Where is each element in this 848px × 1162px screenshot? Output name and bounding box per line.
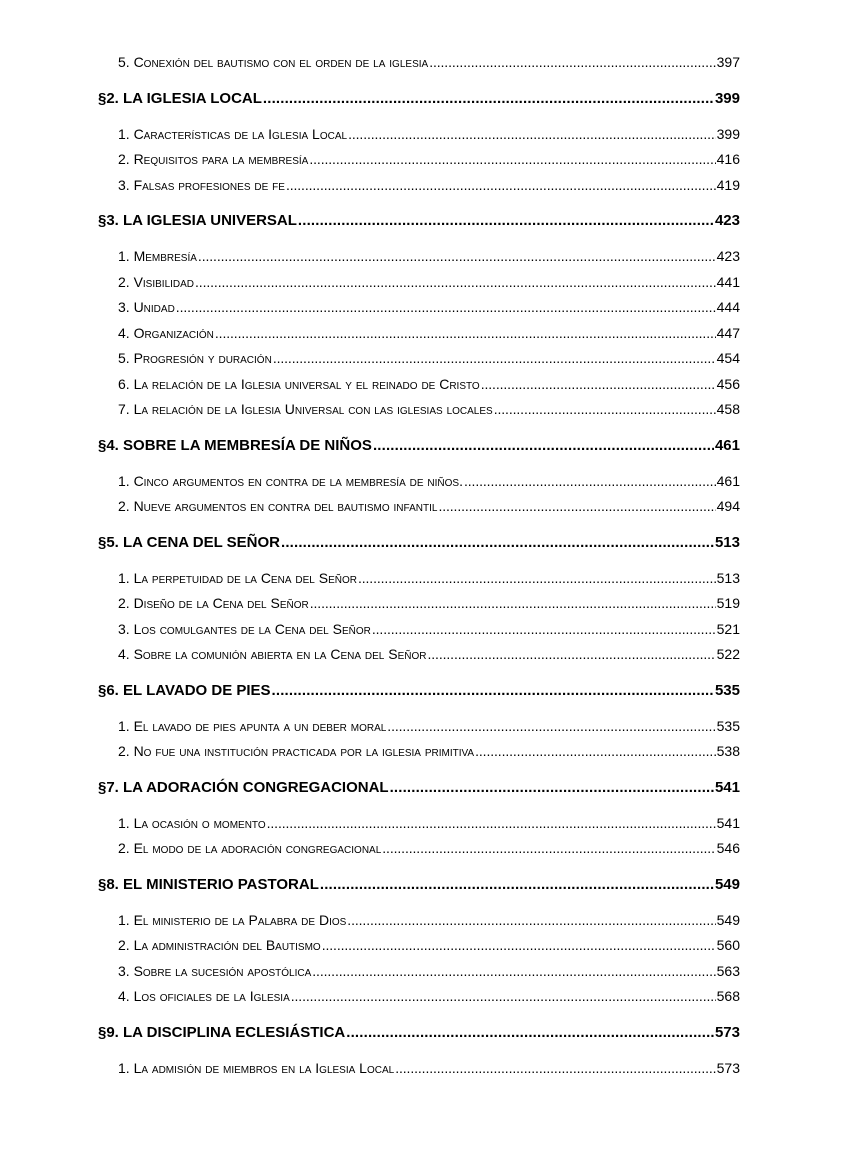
dot-leader — [494, 397, 716, 423]
toc-entry-page: 441 — [716, 273, 740, 290]
toc-subsection-entry[interactable] — [98, 959, 740, 985]
toc-entry-page: 454 — [716, 350, 740, 366]
toc-subsection-entry[interactable] — [98, 397, 740, 423]
toc-entry-title: 1. El ministerio de la Palabra de Dios — [118, 911, 347, 928]
toc-entry-page: 568 — [716, 988, 740, 1004]
toc-entry-title: §8. EL MINISTERIO PASTORAL — [98, 875, 319, 893]
toc-entry-title: 3. Unidad — [118, 299, 175, 315]
toc-subsection-entry[interactable] — [98, 933, 740, 959]
toc-subsection-entry[interactable] — [98, 244, 740, 270]
toc-section-entry[interactable] — [98, 775, 740, 801]
toc-section-entry[interactable] — [98, 1020, 740, 1046]
toc-entry-title: 4. Los oficiales de la Iglesia — [118, 988, 290, 1004]
toc-entry-page: 416 — [716, 151, 740, 167]
toc-entry-title: 4. Organización — [118, 324, 214, 341]
toc-entry-page: 546 — [716, 840, 740, 856]
dot-leader — [267, 811, 716, 837]
toc-entry-title: 1. Cinco argumentos en contra de la membresía de niños. — [118, 472, 463, 489]
toc-section-entry[interactable] — [98, 433, 740, 459]
toc-entry-page: 563 — [716, 962, 740, 979]
toc-entry-page: 573 — [714, 1023, 740, 1041]
toc-entry-page: 423 — [714, 212, 740, 229]
toc-entry-page: 573 — [716, 1059, 740, 1076]
toc-entry-title: 4. Sobre la comunión abierta en la Cena del Señor — [118, 646, 427, 662]
toc-entry-title: §5. LA CENA DEL SEÑOR — [98, 533, 280, 551]
toc-subsection-entry[interactable] — [98, 836, 740, 862]
toc-entry-page: 541 — [716, 814, 740, 831]
dot-leader — [263, 86, 714, 112]
toc-entry-title: §7. LA ADORACIÓN CONGREGACIONAL — [98, 778, 389, 796]
toc-entry-title: 6. La relación de la Iglesia universal y el reinado de Cristo — [118, 375, 480, 392]
dot-leader — [481, 372, 716, 398]
toc-subsection-entry[interactable] — [98, 50, 740, 76]
toc-entry-title: 2. La administración del Bautismo — [118, 937, 321, 953]
toc-entry-page: 541 — [714, 778, 740, 796]
dot-leader — [272, 678, 714, 704]
toc-entry-page: 549 — [716, 911, 740, 928]
toc-entry-title: §4. SOBRE LA MEMBRESÍA DE NIÑOS — [98, 436, 372, 454]
dot-leader — [322, 933, 716, 959]
dot-leader — [215, 321, 716, 347]
toc-entry-page: 419 — [716, 176, 740, 193]
toc-entry-title: 1. Características de la Iglesia Local — [118, 125, 348, 142]
dot-leader — [309, 147, 715, 173]
toc-entry-page: 399 — [714, 89, 740, 107]
dot-leader — [390, 775, 714, 801]
dot-leader — [346, 1020, 714, 1046]
toc-entry-title: §2. LA IGLESIA LOCAL — [98, 89, 262, 107]
toc-entry-page: 535 — [714, 681, 740, 699]
toc-subsection-entry[interactable] — [98, 566, 740, 592]
toc-entry-title: 7. La relación de la Iglesia Universal con las iglesias locales — [118, 401, 493, 417]
toc-entry-title: 1. Membresía — [118, 248, 197, 264]
dot-leader — [373, 433, 714, 459]
toc-entry-page: 538 — [716, 743, 740, 759]
toc-entry-title: 2. Nueve argumentos en contra del bautismo infantil — [118, 498, 438, 514]
toc-subsection-entry[interactable] — [98, 1056, 740, 1082]
dot-leader — [429, 50, 715, 76]
toc-entry-page: 399 — [716, 125, 740, 142]
toc-entry-title: 5. Progresión y duración — [118, 350, 272, 366]
dot-leader — [273, 346, 716, 372]
toc-entry-page: 423 — [716, 248, 740, 264]
toc-subsection-entry[interactable] — [98, 270, 740, 296]
toc-entry-title: §3. LA IGLESIA UNIVERSAL — [98, 212, 297, 229]
dot-leader — [310, 591, 716, 617]
toc-entry-title: §6. EL LAVADO DE PIES — [98, 681, 271, 699]
toc-entry-title: 2. Requisitos para la membresía — [118, 151, 309, 167]
dot-leader — [320, 872, 714, 898]
toc-entry-title: 2. No fue una institución practicada por la iglesia primitiva — [118, 743, 475, 759]
toc-subsection-entry[interactable] — [98, 642, 740, 668]
toc-entry-title: 3. Sobre la sucesión apostólica — [118, 962, 312, 979]
toc-subsection-entry[interactable] — [98, 147, 740, 173]
toc-subsection-entry[interactable] — [98, 984, 740, 1010]
toc-subsection-entry[interactable] — [98, 591, 740, 617]
dot-leader — [312, 959, 715, 985]
toc-entry-page: 522 — [716, 646, 740, 662]
toc-section-entry[interactable] — [98, 872, 740, 898]
toc-entry-page: 560 — [716, 937, 740, 953]
toc-subsection-entry[interactable] — [98, 908, 740, 934]
toc-entry-title: 3. Los comulgantes de la Cena del Señor — [118, 620, 371, 637]
dot-leader — [475, 739, 716, 765]
toc-subsection-entry[interactable] — [98, 494, 740, 520]
dot-leader — [198, 244, 716, 270]
toc-entry-page: 461 — [716, 472, 740, 489]
toc-subsection-entry[interactable] — [98, 346, 740, 372]
toc-subsection-entry[interactable] — [98, 372, 740, 398]
dot-leader — [428, 642, 716, 668]
toc-entry-page: 461 — [714, 436, 740, 454]
dot-leader — [372, 617, 716, 643]
toc-entry-title: 1. La perpetuidad de la Cena del Señor — [118, 569, 357, 586]
dot-leader — [358, 566, 716, 592]
toc-entry-page: 519 — [716, 595, 740, 611]
dot-leader — [395, 1056, 715, 1082]
dot-leader — [382, 836, 715, 862]
toc-entry-title: 2. Visibilidad — [118, 273, 195, 290]
toc-entry-page: 494 — [716, 498, 740, 514]
toc-subsection-entry[interactable] — [98, 122, 740, 148]
toc-section-entry[interactable] — [98, 86, 740, 112]
dot-leader — [347, 908, 715, 934]
dot-leader — [387, 714, 715, 740]
toc-subsection-entry[interactable] — [98, 469, 740, 495]
dot-leader — [464, 469, 716, 495]
toc-entry-page: 447 — [716, 324, 740, 341]
toc-entry-title: 1. El lavado de pies apunta a un deber moral — [118, 717, 387, 734]
toc-entry-page: 513 — [714, 533, 740, 551]
toc-entry-title: 1. La admisión de miembros en la Iglesia Local — [118, 1059, 395, 1076]
toc-entry-page: 397 — [716, 54, 740, 70]
toc-entry-page: 535 — [716, 717, 740, 734]
toc-subsection-entry[interactable] — [98, 714, 740, 740]
toc-entry-title: 2. El modo de la adoración congregacional — [118, 840, 382, 856]
toc-subsection-entry[interactable] — [98, 321, 740, 347]
toc-entry-title: 3. Falsas profesiones de fe — [118, 176, 285, 193]
toc-entry-page: 521 — [716, 620, 740, 637]
dot-leader — [195, 270, 716, 296]
toc-subsection-entry[interactable] — [98, 295, 740, 321]
toc-entry-page: 513 — [716, 569, 740, 586]
toc-section-entry[interactable] — [98, 208, 740, 234]
toc-entry-page: 456 — [716, 375, 740, 392]
dot-leader — [348, 122, 716, 148]
dot-leader — [286, 173, 716, 199]
toc-entry-title: 2. Diseño de la Cena del Señor — [118, 595, 309, 611]
toc-subsection-entry[interactable] — [98, 617, 740, 643]
toc-entry-title: §9. LA DISCIPLINA ECLESIÁSTICA — [98, 1023, 346, 1041]
dot-leader — [298, 208, 714, 234]
toc-subsection-entry[interactable] — [98, 173, 740, 199]
toc-entry-page: 549 — [714, 875, 740, 893]
dot-leader — [438, 494, 715, 520]
table-of-contents — [98, 50, 740, 1081]
dot-leader — [291, 984, 716, 1010]
dot-leader — [176, 295, 716, 321]
toc-subsection-entry[interactable] — [98, 811, 740, 837]
dot-leader — [281, 530, 714, 556]
toc-entry-title: 5. Conexión del bautismo con el orden de la iglesia — [118, 54, 429, 70]
toc-entry-page: 444 — [716, 299, 740, 315]
toc-entry-page: 458 — [716, 401, 740, 417]
toc-section-entry[interactable] — [98, 530, 740, 556]
toc-subsection-entry[interactable] — [98, 739, 740, 765]
toc-entry-title: 1. La ocasión o momento — [118, 814, 266, 831]
toc-section-entry[interactable] — [98, 678, 740, 704]
